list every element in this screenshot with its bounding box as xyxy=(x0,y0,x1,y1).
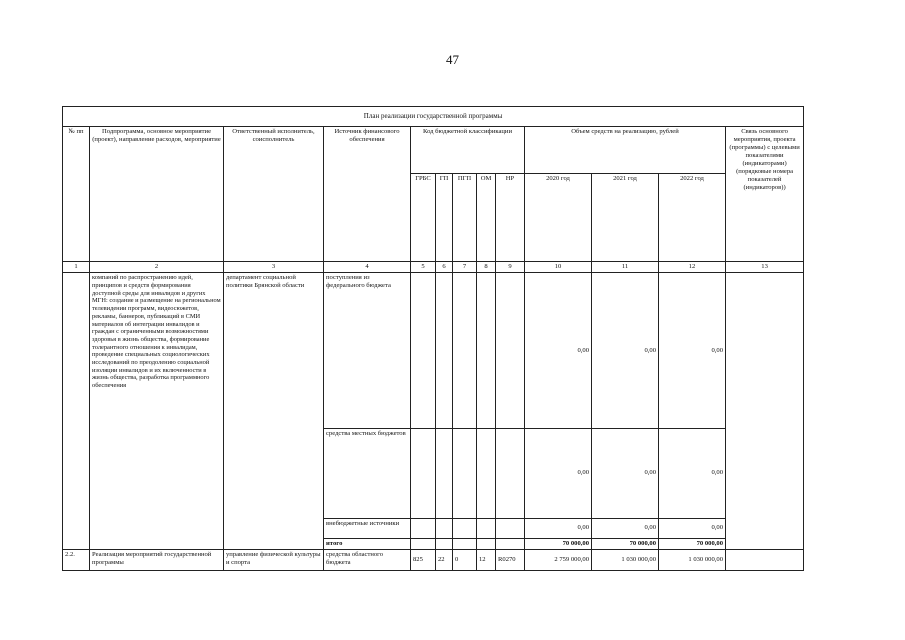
value-2022: 0,00 xyxy=(659,518,726,538)
header-2021: 2021 год xyxy=(592,173,659,262)
code-pgp: 0 xyxy=(453,549,477,570)
col-number: 4 xyxy=(324,262,411,273)
link-cell xyxy=(726,549,804,570)
source-name: средства областного бюджета xyxy=(324,549,411,570)
header-subprogram: Подпрограмма, основное мероприятие (проект), направление расходов, мероприятие xyxy=(90,127,224,262)
code-gp: 22 xyxy=(436,549,453,570)
row-num-empty xyxy=(63,273,90,549)
value-2022: 0,00 xyxy=(659,428,726,518)
col-number: 1 xyxy=(63,262,90,273)
table-row xyxy=(63,549,804,570)
header-2020: 2020 год xyxy=(525,173,592,262)
total-2020: 70 000,00 xyxy=(525,538,592,549)
value-2020: 0,00 xyxy=(525,428,592,518)
code-grbs: 825 xyxy=(411,549,436,570)
col-number: 9 xyxy=(496,262,525,273)
source-name: средства местных бюджетов xyxy=(324,428,411,518)
code-np: R0270 xyxy=(496,549,525,570)
header-volume: Объем средств на реализацию, рублей xyxy=(525,127,726,173)
header-2022: 2022 год xyxy=(659,173,726,262)
table-row xyxy=(63,273,804,428)
program-plan-table xyxy=(62,106,804,571)
header-pgp: ПГП xyxy=(453,173,477,262)
row-num: 2.2. xyxy=(63,549,90,570)
col-number: 7 xyxy=(453,262,477,273)
col-number: 13 xyxy=(726,262,804,273)
total-2021: 70 000,00 xyxy=(592,538,659,549)
code-om: 12 xyxy=(477,549,496,570)
source-name: внебюджетные источники xyxy=(324,518,411,538)
col-number: 11 xyxy=(592,262,659,273)
value-2021: 0,00 xyxy=(592,273,659,428)
header-grbs: ГРБС xyxy=(411,173,436,262)
page-number: 47 xyxy=(446,52,459,67)
header-link: Связь основного мероприятия, проекта (программы) с целевыми показателями (индикаторами) (порядковые номера показателей (индикаторов)) xyxy=(726,127,804,262)
value-2021: 0,00 xyxy=(592,428,659,518)
activity-executor: управление физической культуры и спорта xyxy=(224,549,324,570)
total-label: итого xyxy=(324,538,411,549)
header-executor: Ответственный исполнитель, соисполнитель xyxy=(224,127,324,262)
col-number: 5 xyxy=(411,262,436,273)
activity-executor: департамент социальной политики Брянской области xyxy=(224,273,324,549)
link-cell xyxy=(726,273,804,549)
header-gp: ГП xyxy=(436,173,453,262)
col-number: 12 xyxy=(659,262,726,273)
value-2022: 0,00 xyxy=(659,273,726,428)
value-2020: 0,00 xyxy=(525,518,592,538)
header-om: ОМ xyxy=(477,173,496,262)
header-budget-code: Код бюджетной классификации xyxy=(411,127,525,173)
value-2022: 1 030 000,00 xyxy=(659,549,726,570)
total-2022: 70 000,00 xyxy=(659,538,726,549)
col-number: 8 xyxy=(477,262,496,273)
value-2021: 1 030 000,00 xyxy=(592,549,659,570)
activity-description: компаний по распространению идей, принципов и средств формирования доступной среды для инвалидов и других МГН: создание и размещение на региональном телевидении программ, видеосюжетов, рекламы, баннеров, публикаций в СМИ материалов об интеграции инвалидов и граждан с ограниченными возможностями здоровья в жизнь общества, формирование толерантного отношения к инвалидам, проведение специальных социологических исследований по преодолению социальной изоляции инвалидов и их включенности в жизнь общества, разработка программного обеспечения xyxy=(90,273,224,549)
header-source: Источник финансового обеспечения xyxy=(324,127,411,262)
col-number: 10 xyxy=(525,262,592,273)
value-2020: 0,00 xyxy=(525,273,592,428)
col-number: 2 xyxy=(90,262,224,273)
value-2021: 0,00 xyxy=(592,518,659,538)
col-number: 6 xyxy=(436,262,453,273)
header-np: НР xyxy=(496,173,525,262)
value-2020: 2 759 000,00 xyxy=(525,549,592,570)
header-num: № пп xyxy=(63,127,90,262)
source-name: поступления из федерального бюджета xyxy=(324,273,411,428)
table-title: План реализации государственной программы xyxy=(63,107,804,127)
activity-description: Реализация мероприятий государственной программы xyxy=(90,549,224,570)
col-number: 3 xyxy=(224,262,324,273)
